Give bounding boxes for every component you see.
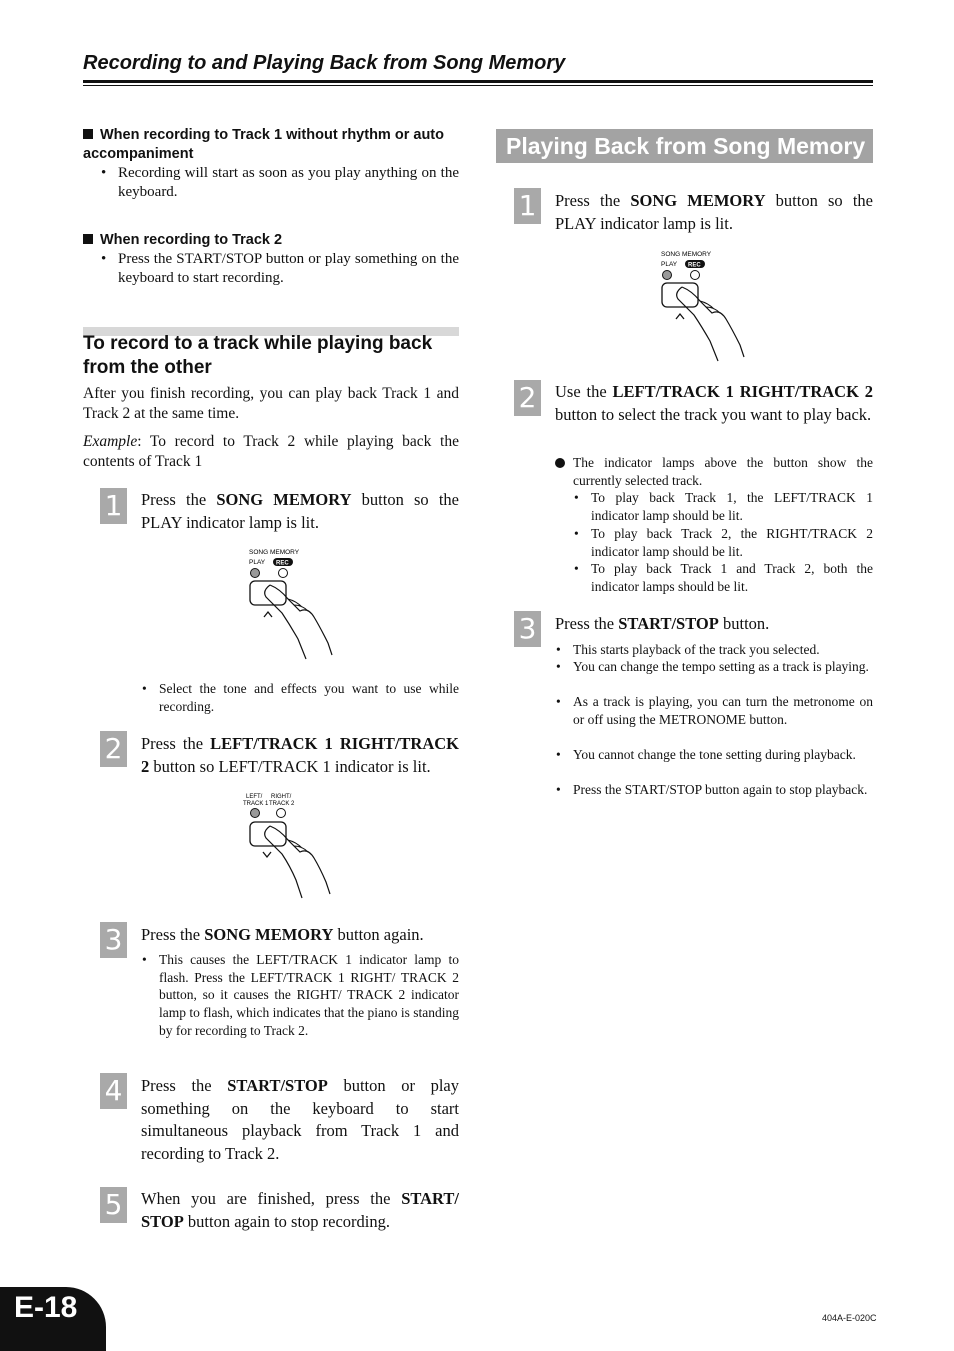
subsection-title: To record to a track while playing back from the other bbox=[83, 333, 433, 378]
song-memory-button-illustration bbox=[652, 247, 752, 365]
step2-circle-note: The indicator lamps above the button show the currently selected track. bbox=[573, 454, 873, 490]
svg-text:PLAY: PLAY bbox=[661, 261, 678, 268]
step3-bullet: • You can change the tempo setting as a track is playing. bbox=[556, 659, 869, 674]
svg-text:TRACK 1: TRACK 1 bbox=[243, 801, 269, 807]
header-rule-thick bbox=[83, 80, 873, 83]
example-text: : To record to Track 2 while playing back the contents of Track 1 bbox=[83, 433, 459, 470]
svg-text:PLAY: PLAY bbox=[249, 559, 266, 566]
step-number: 2 bbox=[100, 731, 127, 767]
section-title: Playing Back from Song Memory bbox=[496, 129, 873, 163]
song-memory-button-illustration bbox=[240, 545, 340, 663]
track-button-illustration bbox=[238, 790, 338, 902]
svg-text:TRACK 2: TRACK 2 bbox=[269, 801, 295, 807]
step-text: Press the SONG MEMORY button so the PLAY indicator lamp is lit. bbox=[555, 191, 873, 233]
step-number: 5 bbox=[100, 1187, 127, 1223]
step-text: Press the LEFT/TRACK 1 RIGHT/TRACK 2 button so LEFT/TRACK 1 indicator is lit. bbox=[141, 734, 460, 776]
step-text: Press the START/STOP button. bbox=[555, 614, 770, 633]
note1-heading: When recording to Track 1 without rhythm or auto accompaniment bbox=[83, 127, 444, 162]
step-text: Press the START/STOP button or play something on the keyboard to start simultaneous playback from Track 1 and recording to Track 2. bbox=[141, 1076, 460, 1163]
svg-text:REC: REC bbox=[688, 262, 701, 269]
svg-text:RIGHT/: RIGHT/ bbox=[271, 794, 292, 800]
step-number: 1 bbox=[100, 488, 127, 524]
example-label: Example bbox=[83, 433, 138, 450]
step3-bullet: • This causes the LEFT/TRACK 1 indicator lamp to flash. Press the LEFT/TRACK 1 RIGHT/ TRACK 2 button, so it causes the RIGHT/ TRACK 2 indicator lamp to flash, which indicates that the piano is standing by for recording to Track 2. bbox=[142, 952, 459, 1038]
step-text: Use the LEFT/TRACK 1 RIGHT/TRACK 2 button to select the track you want to play back. bbox=[555, 382, 873, 424]
example-paragraph bbox=[83, 432, 459, 471]
note2-bullet: • Press the START/STOP button or play something on the keyboard to start recording. bbox=[101, 251, 459, 286]
step2-bullet: • To play back Track 1, the LEFT/TRACK 1 indicator lamp should be lit. bbox=[574, 490, 873, 523]
step-text: When you are finished, press the START/ STOP button again to stop recording. bbox=[141, 1189, 459, 1231]
step3-bullet: • As a track is playing, you can turn the metronome on or off using the METRONOME button. bbox=[556, 694, 873, 727]
step3-bullet: • This starts playback of the track you selected. bbox=[556, 642, 820, 657]
step-number: 4 bbox=[100, 1073, 127, 1109]
step-number: 1 bbox=[514, 188, 541, 224]
svg-text:REC: REC bbox=[276, 560, 289, 567]
note1-bullet: • Recording will start as soon as you play anything on the keyboard. bbox=[101, 165, 459, 200]
step2-bullet: • To play back Track 1 and Track 2, both the indicator lamps should be lit. bbox=[574, 561, 873, 594]
circle-bullet-icon bbox=[555, 458, 565, 468]
square-bullet-icon bbox=[83, 129, 93, 139]
step-text: Press the SONG MEMORY button again. bbox=[141, 925, 424, 944]
step-number: 3 bbox=[100, 922, 127, 958]
step1-bullet: • Select the tone and effects you want to use while recording. bbox=[142, 681, 459, 714]
header-rule-thin bbox=[83, 85, 873, 86]
svg-text:LEFT/: LEFT/ bbox=[246, 794, 263, 800]
square-bullet-icon bbox=[83, 234, 93, 244]
document-code: 404A-E-020C bbox=[822, 1313, 877, 1323]
step-text: Press the SONG MEMORY button so the PLAY indicator lamp is lit. bbox=[141, 490, 459, 532]
note2-heading: When recording to Track 2 bbox=[83, 231, 459, 250]
step2-bullet: • To play back Track 2, the RIGHT/TRACK 2 indicator lamp should be lit. bbox=[574, 526, 873, 559]
svg-text:SONG MEMORY: SONG MEMORY bbox=[249, 549, 300, 556]
running-header: Recording to and Playing Back from Song Memory bbox=[83, 52, 566, 74]
svg-text:SONG MEMORY: SONG MEMORY bbox=[661, 251, 712, 258]
step3-bullet: • You cannot change the tone setting during playback. bbox=[556, 747, 856, 762]
page-number: E-18 bbox=[14, 1291, 78, 1324]
intro-paragraph: After you finish recording, you can play back Track 1 and Track 2 at the same time. bbox=[83, 385, 459, 422]
step-number: 3 bbox=[514, 611, 541, 647]
step-number: 2 bbox=[514, 380, 541, 416]
step3-bullet: • Press the START/STOP button again to stop playback. bbox=[556, 782, 868, 797]
